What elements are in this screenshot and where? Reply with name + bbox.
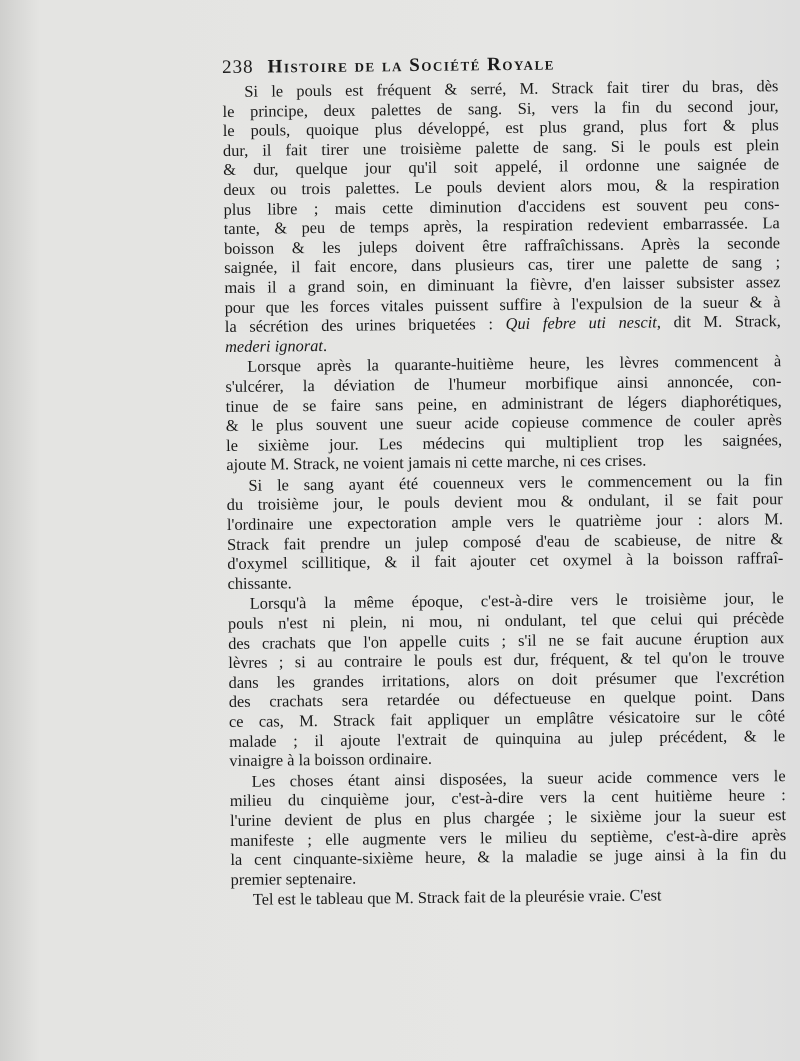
text-line: mederi ignorat. xyxy=(224,335,328,356)
text-line: la sécrétion des urines briquetées : Qui febre uti nescit, dit M. Strack, xyxy=(224,311,781,337)
text-line: la cent cinquante-sixième heure, & la maladie se juge ainsi à la fin du xyxy=(230,844,787,870)
text-line: & le plus souvent une sueur acide copieuse commence de couler après xyxy=(225,410,782,436)
text-line: tinue de se faire sans peine, en administrant de légers diaphorétiques, xyxy=(225,390,782,416)
text-line: le principe, deux palettes de sang. Si, vers la fin du second jour, xyxy=(222,95,779,121)
text-line: chissante. xyxy=(227,573,292,593)
text-line: dans les grandes irritations, alors on doit présumer que l'excrétion xyxy=(228,666,785,692)
text-line: des crachats sera retardée ou défectueuse en quelque point. Dans xyxy=(228,686,785,712)
text-line: le pouls, quoique plus développé, est plus grand, plus fort & plus xyxy=(222,115,779,141)
paragraph xyxy=(228,589,786,771)
text-line: lèvres ; si au contraire le pouls est dur, fréquent, & tel qu'on le trouve xyxy=(228,647,785,673)
text-line: plus libre ; mais cette diminution d'accidens est souvent peu cons- xyxy=(223,193,780,219)
text-line: l'urine devient de plus en plus chargée ; le sixième jour la sueur est xyxy=(229,805,787,830)
text-line: Les choses étant ainsi disposées, la sueur acide commence vers le xyxy=(251,765,786,791)
text-line: boisson & les juleps doivent être raffraîchissans. Après la seconde xyxy=(223,232,781,258)
text-line: Tel est le tableau que M. Strack fait de la pleurésie vraie. C'est xyxy=(252,885,662,910)
text-line: du troisième jour, le pouls devient mou & ondulant, il se fait pour xyxy=(226,489,783,515)
text-line: manifeste ; elle augmente vers le milieu du septième, c'est-à-dire après xyxy=(230,824,787,850)
text-line: Si le pouls est fréquent & serré, M. Strack fait tirer du bras, dès xyxy=(244,76,779,101)
text-line: s'ulcérer, la déviation de l'humeur morbifique ainsi annoncée, con- xyxy=(225,371,782,396)
text-line: pour que les forces vitales puissent suffire à l'expulsion de la sueur & à xyxy=(224,291,781,317)
text-line: Strack fait prendre un julep composé d'eau de scabieuse, de nitre & xyxy=(227,528,784,554)
text-line: dur, il fait tirer une troisième palette de sang. Si le pouls est plein xyxy=(222,134,780,160)
text-line: ce cas, M. Strack fait appliquer un emplâtre vésicatoire sur le côté xyxy=(228,706,786,731)
text-line: Si le sang ayant été couenneux vers le commencement ou la fin xyxy=(248,470,783,495)
text-line: deux ou trois palettes. Le pouls devient alors mou, & la respiration xyxy=(223,174,780,199)
text-line: l'ordinaire une expectoration ample vers le quatrième jour : alors M. xyxy=(226,509,783,535)
text-line: Lorsqu'à la même époque, c'est-à-dire vers le troisième jour, le xyxy=(249,588,784,614)
text-line: vinaigre à la boisson ordinaire. xyxy=(229,749,433,771)
paragraph xyxy=(222,76,781,356)
text-line: des crachats que l'on appelle cuits ; s'il ne se fait aucune éruption aux xyxy=(228,627,785,653)
latin-quote: Qui febre uti nescit xyxy=(505,312,657,334)
text-line: d'oxymel scillitique, & il fait ajouter cet oxymel à la boisson raffraî- xyxy=(227,548,784,574)
text-line: ajoute M. Strack, ne voient jamais ni cette marche, ni ces crises. xyxy=(226,450,647,475)
paragraph xyxy=(226,470,783,593)
running-head: Histoire de la Société Royale xyxy=(267,53,555,78)
page-number: 238 xyxy=(222,56,254,78)
text-line: & dur, quelque jour qu'il soit appelé, il ordonne une saignée de xyxy=(223,154,780,180)
text-line: premier septenaire. xyxy=(230,868,357,889)
text-line: tante, & peu de temps après, la respiration redevient embarrassée. La xyxy=(223,213,780,239)
text-line: le sixième jour. Les médecins qui multiplient trop les saignées, xyxy=(225,429,783,455)
page-text-block xyxy=(222,50,787,910)
text-line: saignée, il fait encore, dans plusieurs cas, tirer une palette de sang ; xyxy=(224,252,781,278)
text-line: Lorsque après la quarante-huitième heure, les lèvres commencent à xyxy=(247,351,782,377)
text-line: malade ; il ajoute l'extrait de quinquina au julep précédent, & le xyxy=(229,725,786,751)
paragraph-list xyxy=(222,76,787,910)
text-line: mais il a grand soin, en diminuant la fièvre, d'en laisser subsister assez xyxy=(224,272,781,297)
text-line: pouls n'est ni plein, ni mou, ni ondulant, tel que celui qui précède xyxy=(227,608,785,633)
paragraph xyxy=(225,351,782,474)
paragraph xyxy=(229,766,786,889)
text-line: milieu du cinquième jour, c'est-à-dire vers la cent huitième heure : xyxy=(229,785,786,811)
page-header xyxy=(222,50,778,80)
latin-quote: mederi ignorat xyxy=(224,335,324,356)
